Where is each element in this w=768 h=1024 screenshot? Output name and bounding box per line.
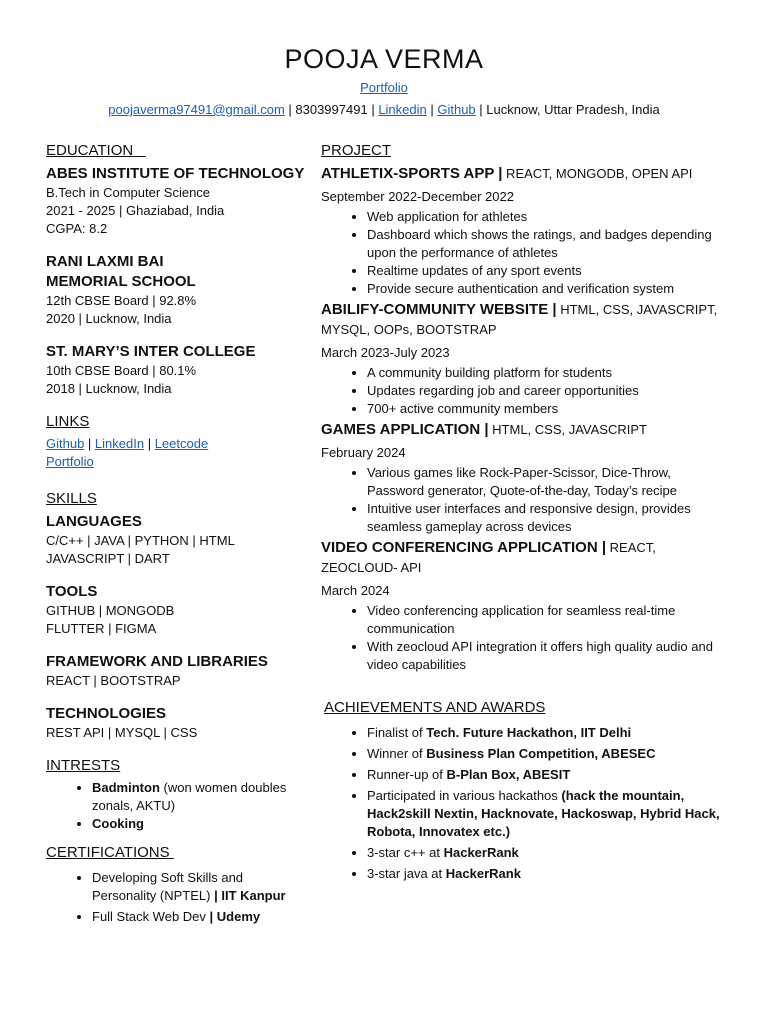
project-tech: HTML, CSS, JAVASCRIPT, MYSQL, OOPs, BOOTSTRAP [321, 302, 718, 337]
technologies-heading: TECHNOLOGIES [46, 705, 167, 722]
achievement-item: • Finalist of Tech. Future Hackathon, IIT Delhi [367, 724, 731, 742]
project-item [321, 164, 731, 298]
certification-item: • Developing Soft Skills and Personality (NPTEL) | IIT Kanpur [92, 869, 308, 905]
tools-heading: TOOLS [46, 583, 98, 600]
project-date: March 2023-July 2023 [321, 345, 450, 360]
project-name: ABILIFY-COMMUNITY WEBSITE | [321, 301, 557, 318]
skills-heading: SKILLS [46, 490, 97, 507]
languages-list: C/C++ | JAVA | PYTHON | HTML [46, 533, 235, 548]
linkedin-link[interactable]: LinkedIn [94, 436, 145, 451]
separator: | [367, 102, 379, 117]
technologies-list: REST API | MYSQL | CSS [46, 725, 198, 740]
project-item [321, 300, 731, 418]
project-date: September 2022-December 2022 [321, 189, 514, 204]
achievement-item: • Winner of Business Plan Competition, ABESEC [367, 745, 731, 763]
project-bullet: • 700+ active community members [367, 400, 731, 418]
achievement-item: • 3-star java at HackerRank [367, 865, 731, 883]
links-row: Github | LinkedIn | Leetcode [46, 436, 209, 451]
left-column [46, 141, 308, 928]
project-item [321, 538, 731, 674]
frameworks-list: REACT | BOOTSTRAP [46, 673, 181, 688]
project-date: March 2024 [321, 583, 390, 598]
project-bullet: • Web application for athletes [367, 208, 731, 226]
project-bullet: • With zeocloud API integration it offers high quality audio and video capabilities [367, 638, 731, 674]
links-heading: LINKS [46, 413, 90, 430]
project-tech: REACT, MONGODB, OPEN API [502, 166, 693, 181]
interest-item: • Badminton (won women doubles zonals, AKTU) [92, 779, 308, 815]
languages-heading: LANGUAGES [46, 513, 142, 530]
right-column [321, 141, 731, 886]
school-name: ST. MARY’S INTER COLLEGE [46, 343, 256, 360]
project-name: VIDEO CONFERENCING APPLICATION | [321, 539, 607, 556]
candidate-name: POOJA VERMA [284, 44, 484, 74]
cgpa: CGPA: 8.2 [46, 221, 108, 236]
project-bullet: • Intuitive user interfaces and responsive design, provides seamless gameplay across devices [367, 500, 731, 536]
project-bullet: • Video conferencing application for seamless real-time communication [367, 602, 731, 638]
project-item [321, 420, 731, 536]
email-link[interactable]: poojaverma97491@gmail.com [108, 102, 285, 117]
education-heading: EDUCATION [46, 142, 134, 159]
project-bullet: • A community building platform for students [367, 364, 731, 382]
school-dates: 2020 | Lucknow, India [46, 311, 172, 326]
project-tech: REACT, ZEOCLOUD- API [321, 540, 656, 575]
project-name: ATHLETIX-SPORTS APP | [321, 165, 503, 182]
school-name: RANI LAXMI BAI [46, 253, 164, 270]
achievements-heading: ACHIEVEMENTS AND AWARDS [324, 699, 546, 716]
separator: | [426, 102, 438, 117]
frameworks-heading: FRAMEWORK AND LIBRARIES [46, 653, 268, 670]
languages-list: JAVASCRIPT | DART [46, 551, 170, 566]
achievement-item: • 3-star c++ at HackerRank [367, 844, 731, 862]
certification-item: • Full Stack Web Dev | Udemy [92, 908, 308, 926]
separator: | [475, 102, 487, 117]
achievement-item: • Runner-up of B-Plan Box, ABESIT [367, 766, 731, 784]
location: Lucknow, Uttar Pradesh, India [486, 102, 660, 117]
project-heading: PROJECT [321, 142, 392, 159]
header-portfolio-link-wrap [0, 80, 768, 95]
tools-list: FLUTTER | FIGMA [46, 621, 157, 636]
portfolio-link[interactable]: Portfolio [46, 454, 94, 469]
degree: B.Tech in Computer Science [46, 185, 211, 200]
phone-number: 8303997491 [295, 102, 368, 117]
linkedin-link[interactable]: Linkedin [378, 102, 427, 117]
leetcode-link[interactable]: Leetcode [154, 436, 209, 451]
interest-item: • Cooking [92, 815, 308, 833]
achievement-item: • Participated in various hackathos (hack the mountain, Hack2skill Nextin, Hacknovate, Hackoswap, Hybrid Hack, Robota, Innovatex etc.) [367, 787, 731, 841]
github-link[interactable]: Github [46, 436, 85, 451]
project-tech: HTML, CSS, JAVASCRIPT [488, 422, 647, 437]
portfolio-link[interactable]: Portfolio [360, 80, 408, 95]
school-name: ABES INSTITUTE OF TECHNOLOGY [46, 165, 305, 182]
board-score: 12th CBSE Board | 92.8% [46, 293, 197, 308]
project-bullet: • Updates regarding job and career opportunities [367, 382, 731, 400]
board-score: 10th CBSE Board | 80.1% [46, 363, 197, 378]
project-bullet: • Realtime updates of any sport events [367, 262, 731, 280]
certifications-heading: CERTIFICATIONS [46, 844, 170, 861]
project-name: GAMES APPLICATION | [321, 421, 489, 438]
github-link[interactable]: Github [437, 102, 476, 117]
school-name: MEMORIAL SCHOOL [46, 273, 196, 290]
project-bullet: • Various games like Rock-Paper-Scissor, Dice-Throw, Password generator, Quote-of-the-day, Today’s recipe [367, 464, 731, 500]
separator: | [284, 102, 296, 117]
interests-heading: INTRESTS [46, 757, 121, 774]
project-date: February 2024 [321, 445, 406, 460]
school-dates: 2018 | Lucknow, India [46, 381, 172, 396]
project-bullet: • Dashboard which shows the ratings, and badges depending upon the performance of athletes [367, 226, 731, 262]
project-bullet: • Provide secure authentication and verification system [367, 280, 731, 298]
school-dates: 2021 - 2025 | Ghaziabad, India [46, 203, 225, 218]
contact-line [0, 102, 768, 117]
tools-list: GITHUB | MONGODB [46, 603, 175, 618]
